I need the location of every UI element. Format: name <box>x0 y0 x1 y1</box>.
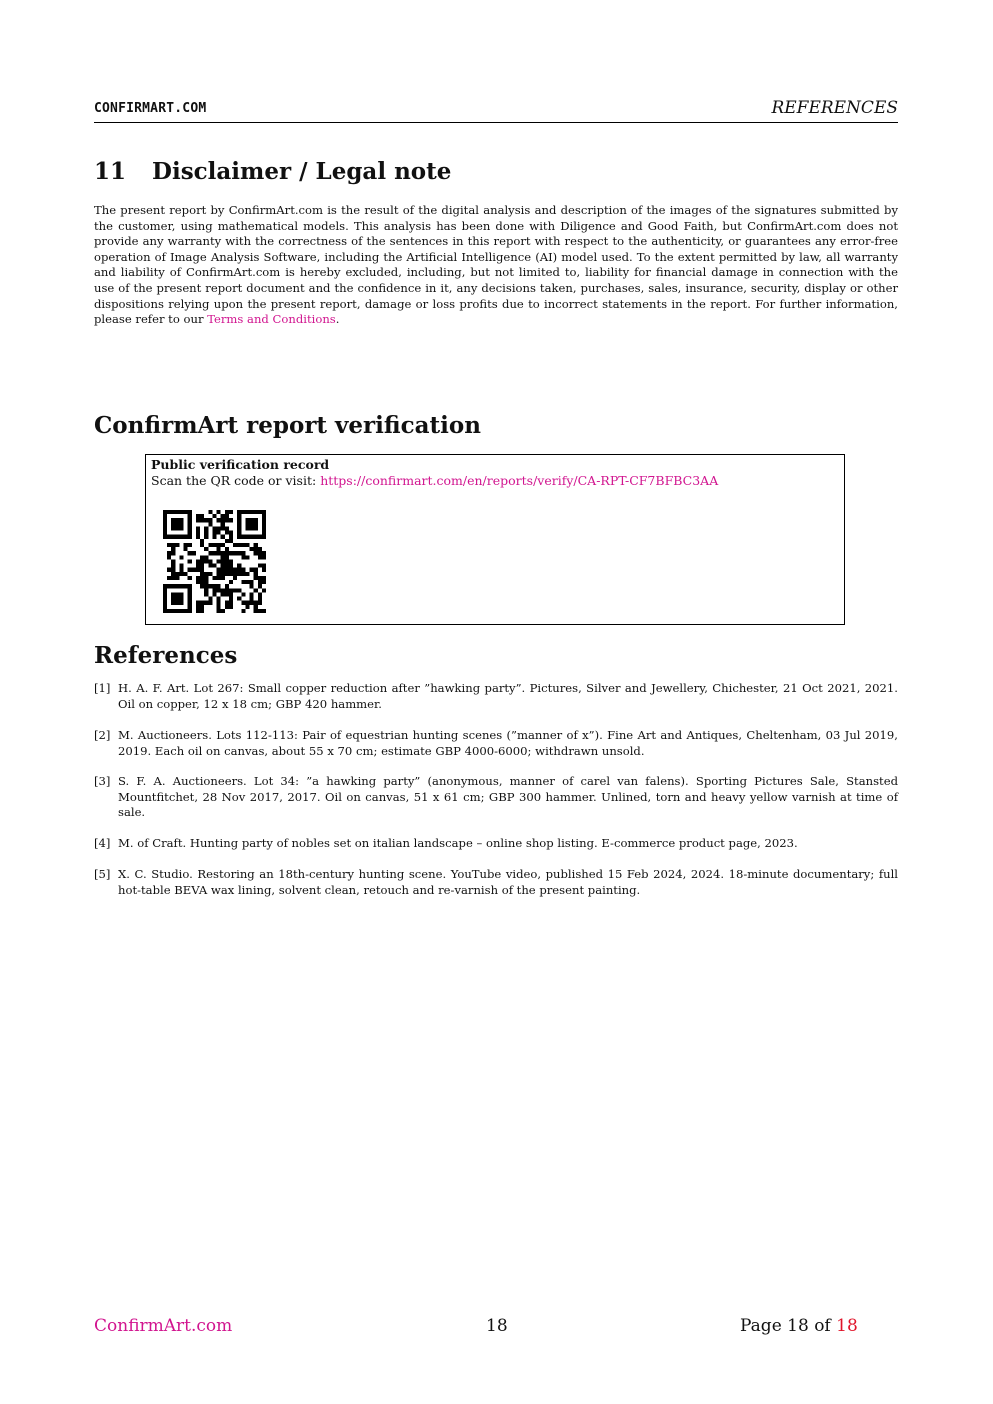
footer-page-count <box>740 1316 858 1336</box>
reference-item <box>94 774 898 821</box>
footer-page-number: 18 <box>486 1316 508 1336</box>
running-head: REFERENCES <box>771 98 898 118</box>
verification-box-title: Public verification record <box>151 457 330 472</box>
reference-label: [1] <box>94 681 111 695</box>
disclaimer-text <box>94 203 898 328</box>
reference-item <box>94 681 898 712</box>
verification-url-link[interactable]: https://confirmart.com/en/reports/verify/CA-RPT-CF7BFBC3AA <box>320 473 719 488</box>
reference-text: S. F. A. Auctioneers. Lot 34: ”a hawking party” (anonymous, manner of carel van falens). Sporting Pictures Sale, Stansted Mountfitchet, 28 Nov 2017, 2017. Oil on canvas, 51 x 61 cm; GBP 300 hammer. Unlined, torn and heavy yellow varnish at time of sale. <box>118 774 898 820</box>
disclaimer-heading <box>94 158 451 185</box>
reference-label: [5] <box>94 867 111 881</box>
reference-text: H. A. F. Art. Lot 267: Small copper reduction after ”hawking party”. Pictures, Silver and Jewellery, Chichester, 21 Oct 2021, 2021. Oil on copper, 12 x 18 cm; GBP 420 hammer. <box>118 681 898 711</box>
reference-text: M. of Craft. Hunting party of nobles set on italian landscape – online shop listing. E-commerce product page, 2023. <box>118 836 798 850</box>
verification-heading: ConfirmArt report verification <box>94 412 481 439</box>
scan-text: Scan the QR code or visit: <box>151 473 317 488</box>
footer-page-total[interactable]: 18 <box>836 1316 858 1336</box>
page-header <box>94 98 898 123</box>
disclaimer-body: The present report by ConfirmArt.com is the result of the digital analysis and description of the images of the signatures submitted by the customer, using mathematical models. This analysis has been done with Diligence and Good Faith, but ConfirmArt.com does not provide any warranty with the correctness of the sentences in this report with respect to the authenticity, or guarantees any error-free operation of Image Analysis Software, including the Artificial Intelligence (AI) model used. To the extent permitted by law, all warranty and liability of ConfirmArt.com is hereby excluded, including, but not limited to, liability for financial damage in connection with the use of the present report document and the confidence in it, any decisions taken, purchases, sales, insurance, security, display or other dispositions relying upon the present report, damage or loss profits due to incorrect statements in the report. For further information, please refer to our <box>94 203 898 327</box>
reference-label: [2] <box>94 728 111 742</box>
references-heading: References <box>94 642 238 669</box>
reference-text: M. Auctioneers. Lots 112-113: Pair of equestrian hunting scenes (”manner of x”). Fine Art and Antiques, Cheltenham, 03 Jul 2019, 2019. Each oil on canvas, about 55 x 70 cm; estimate GBP 4000-6000; withdrawn unsold. <box>118 728 898 758</box>
verification-box <box>145 454 845 625</box>
footer-page-prefix: Page 18 of <box>740 1316 831 1336</box>
reference-item <box>94 867 898 898</box>
section-number: 11 <box>94 158 127 185</box>
reference-item <box>94 836 898 852</box>
terms-link[interactable]: Terms and Conditions <box>207 312 336 327</box>
confirmart-logo: CONFIRMART.COM <box>94 101 207 116</box>
reference-label: [4] <box>94 836 111 850</box>
reference-item <box>94 728 898 759</box>
disclaimer-end: . <box>335 312 340 327</box>
reference-text: X. C. Studio. Restoring an 18th-century hunting scene. YouTube video, published 15 Feb 2024, 2024. 18-minute documentary; full hot-table BEVA wax lining, solvent clean, retouch and re-varnish of the present painting. <box>118 867 898 897</box>
footer-site[interactable]: ConfirmArt.com <box>94 1316 233 1336</box>
section-title: Disclaimer / Legal note <box>152 158 452 185</box>
verification-line <box>151 473 718 488</box>
qr-code-icon <box>163 510 266 613</box>
reference-label: [3] <box>94 774 111 788</box>
